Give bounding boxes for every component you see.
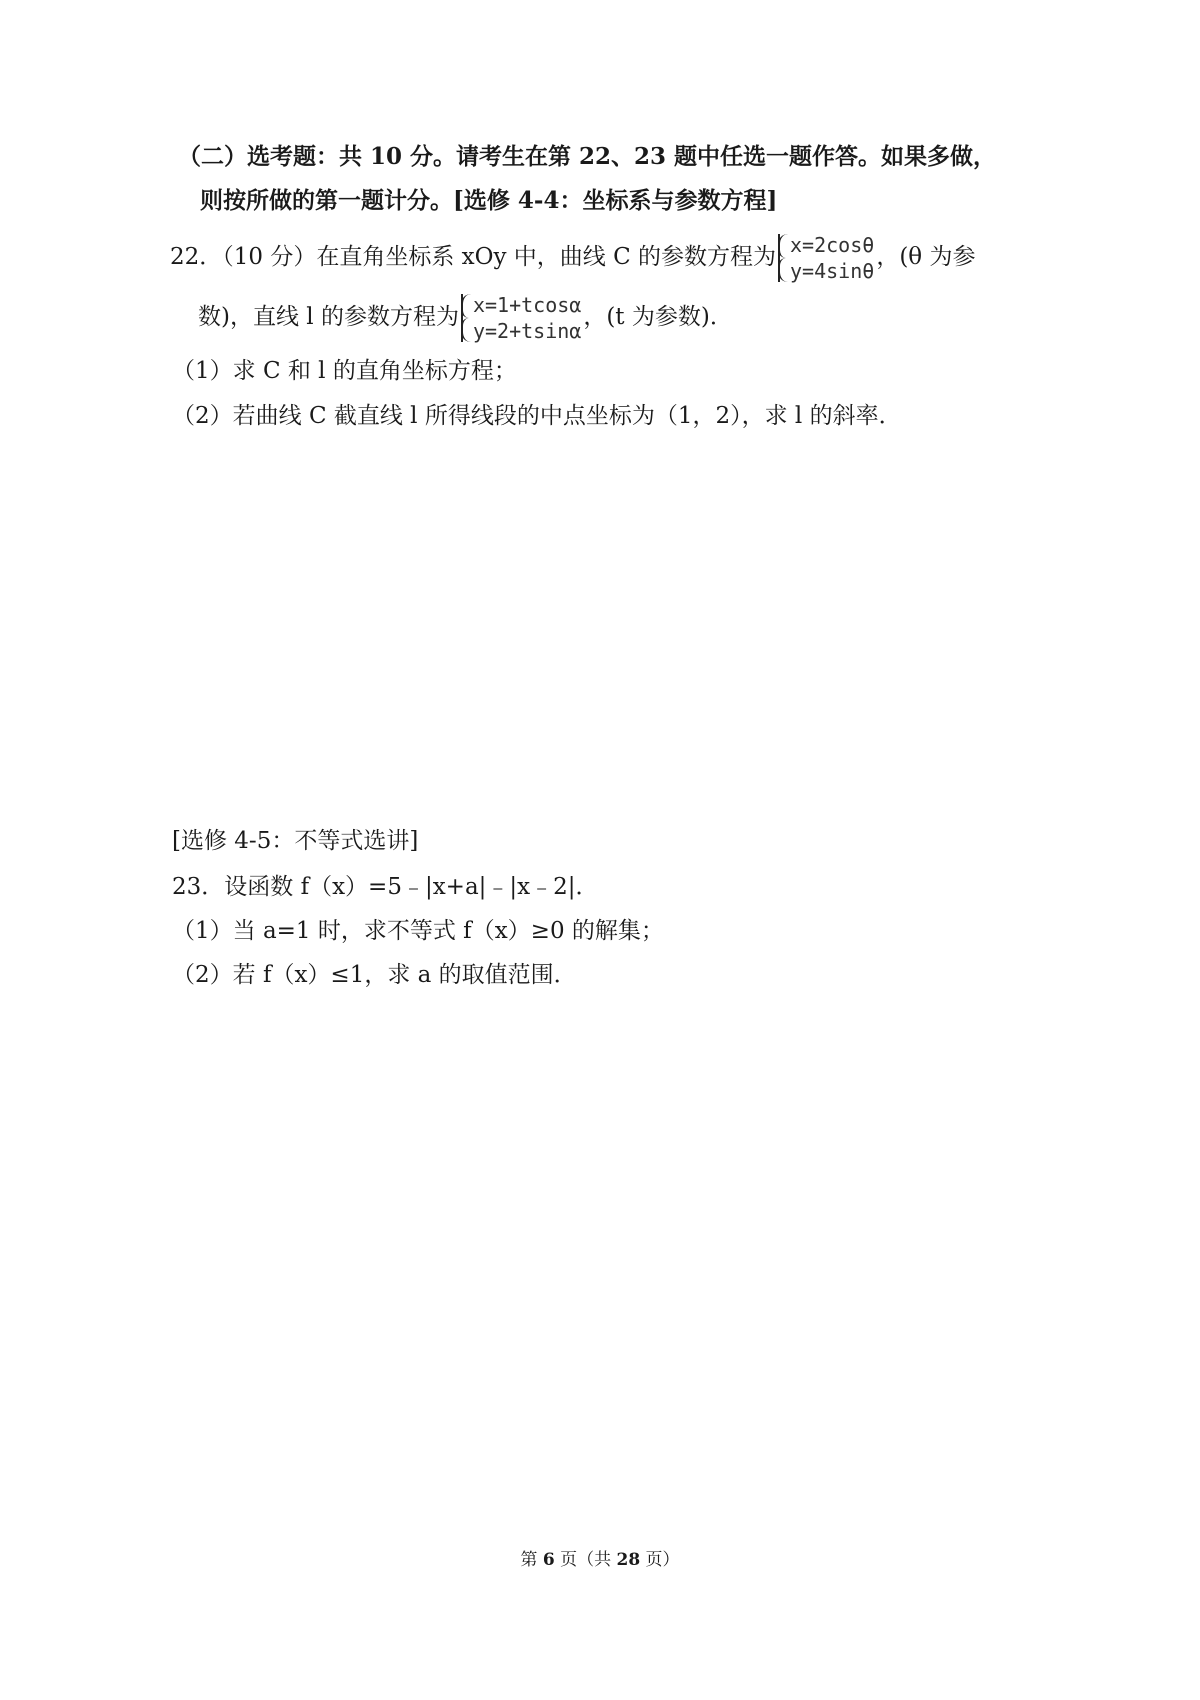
line-equation-x: x=1+tcosα	[472, 293, 582, 317]
section-4-5-heading: [选修 4-5：不等式选讲]	[172, 828, 419, 854]
footer-middle: 页（共	[554, 1550, 617, 1570]
question-22-line-2-prefix: 数)，直线 l 的参数方程为	[198, 304, 459, 330]
question-22-line-1-prefix: 22．（10 分）在直角坐标系 xOy 中，曲线 C 的参数方程为	[170, 244, 777, 270]
question-23-part-1: （1）当 a=1 时，求不等式 f（x）≥0 的解集；	[172, 918, 664, 944]
question-23-stem: 23．设函数 f（x）=5﹣|x+a|﹣|x﹣2|．	[172, 874, 599, 900]
question-22-line-1-suffix: ，(θ 为参	[876, 244, 976, 270]
page-footer	[0, 1545, 1200, 1570]
question-22-line-2-suffix: ，(t 为参数)．	[583, 304, 733, 330]
curve-parametric-system	[778, 232, 874, 284]
footer-page-number: 6	[542, 1550, 555, 1570]
left-brace-icon	[461, 294, 473, 342]
footer-prefix: 第	[520, 1550, 543, 1570]
curve-equation-x: x=2cosθ	[790, 233, 875, 257]
section-2-heading-line-1: （二）选考题：共 10 分。请考生在第 22、23 题中任选一题作答。如果多做，	[178, 143, 997, 170]
question-22-line-1	[170, 232, 975, 284]
curve-equation-y: y=4sinθ	[790, 259, 875, 283]
section-2-heading-line-2: 则按所做的第一题计分。[选修 4-4：坐标系与参数方程]	[200, 187, 778, 214]
footer-suffix: 页）	[640, 1550, 680, 1570]
question-22-part-1: （1）求 C 和 l 的直角坐标方程；	[172, 358, 517, 384]
footer-total-pages: 28	[616, 1550, 641, 1570]
line-equation-y: y=2+tsinα	[472, 319, 582, 343]
question-23-part-2: （2）若 f（x）≤1，求 a 的取值范围．	[172, 962, 577, 988]
left-brace-icon	[778, 234, 790, 282]
question-22-part-2: （2）若曲线 C 截直线 l 所得线段的中点坐标为（1，2），求 l 的斜率．	[172, 403, 902, 429]
line-parametric-system	[461, 292, 581, 344]
question-22-line-2	[198, 292, 733, 344]
